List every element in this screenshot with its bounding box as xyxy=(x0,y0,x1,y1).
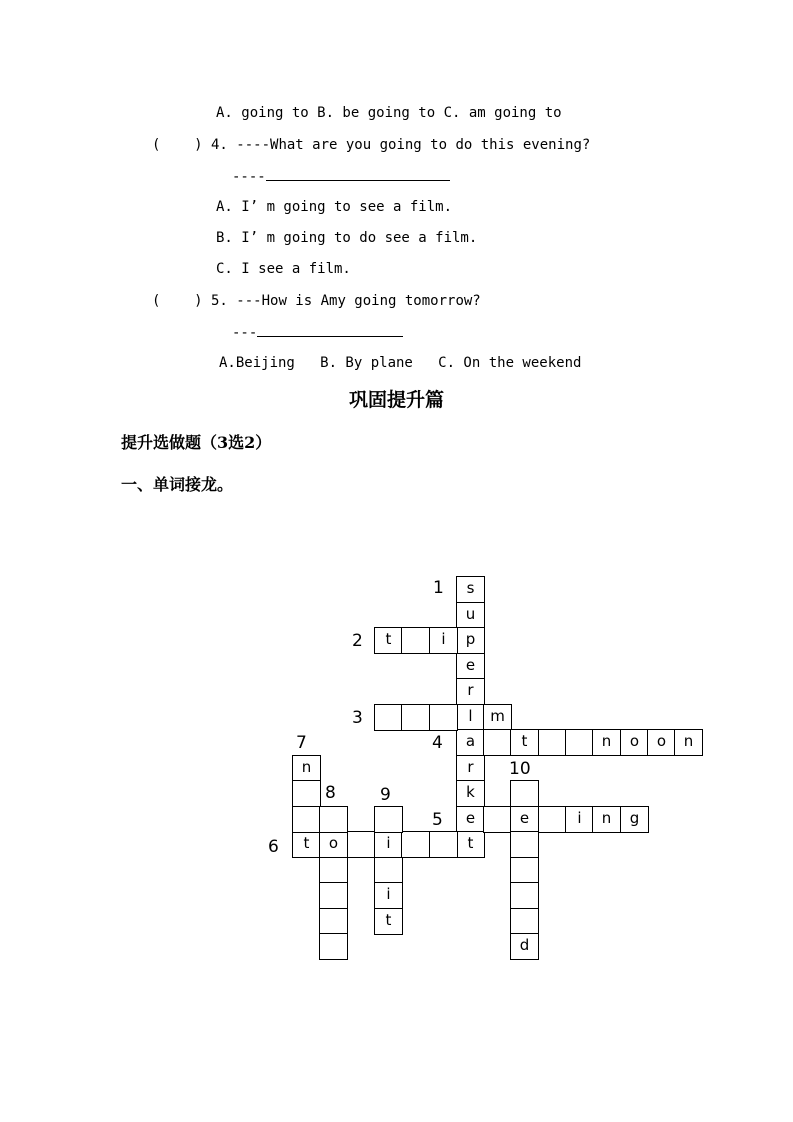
clue-number-4: 4 xyxy=(432,733,443,753)
q4-option-b: B. I’ m going to do see a film. xyxy=(216,230,478,246)
crossword-cell-empty[interactable] xyxy=(319,857,348,884)
crossword-cell-filled: r xyxy=(456,678,485,705)
crossword-cell-filled: g xyxy=(620,806,649,833)
clue-number-1: 1 xyxy=(433,578,444,598)
crossword-cell-empty[interactable] xyxy=(510,857,539,884)
clue-number-2: 2 xyxy=(352,631,363,651)
crossword-cell-filled: o xyxy=(647,729,676,756)
crossword-cell-filled: e xyxy=(510,806,539,833)
crossword-cell-empty[interactable] xyxy=(538,806,567,833)
crossword-cell-empty[interactable] xyxy=(429,831,458,858)
crossword-cell-empty[interactable] xyxy=(401,627,430,654)
crossword-cell-empty[interactable] xyxy=(429,704,458,731)
clue-number-5: 5 xyxy=(432,810,443,830)
q4-answer-blank[interactable] xyxy=(266,166,450,181)
crossword-cell-filled: i xyxy=(429,627,458,654)
crossword-cell-filled: m xyxy=(483,704,512,731)
crossword-cell-filled: o xyxy=(620,729,649,756)
crossword-cell-empty[interactable] xyxy=(292,780,321,807)
crossword-cell-empty[interactable] xyxy=(538,729,567,756)
crossword-cell-filled: t xyxy=(510,729,539,756)
crossword-cell-empty[interactable] xyxy=(483,806,512,833)
clue-number-3: 3 xyxy=(352,708,363,728)
crossword-cell-filled: p xyxy=(456,627,485,654)
crossword-cell-empty[interactable] xyxy=(565,729,594,756)
q5-answer-blank[interactable] xyxy=(257,322,403,337)
crossword-cell-filled: r xyxy=(456,755,485,782)
crossword-cell-empty[interactable] xyxy=(374,857,403,884)
crossword-cell-empty[interactable] xyxy=(483,729,512,756)
crossword-cell-empty[interactable] xyxy=(510,908,539,935)
crossword-cell-filled: n xyxy=(674,729,703,756)
clue-number-6: 6 xyxy=(268,837,279,857)
crossword-cell-filled: i xyxy=(374,882,403,909)
q4-text: ----What are you going to do this evening? xyxy=(236,137,591,153)
q4-option-a: A. I’ m going to see a film. xyxy=(216,199,453,215)
clue-number-9: 9 xyxy=(380,785,391,805)
crossword-cell-filled: a xyxy=(456,729,485,756)
crossword-cell-filled: d xyxy=(510,933,539,960)
question-4 xyxy=(152,136,590,154)
crossword-cell-empty[interactable] xyxy=(401,704,430,731)
crossword-cell-empty[interactable] xyxy=(292,806,321,833)
crossword-cell-filled: e xyxy=(456,806,485,833)
crossword-cell-filled: e xyxy=(456,653,485,680)
crossword-cell-filled: l xyxy=(456,704,485,731)
q5-answer-paren[interactable]: ( ) 5. xyxy=(152,293,237,309)
q4-answer-line xyxy=(232,166,450,186)
crossword-cell-filled: i xyxy=(565,806,594,833)
section-title: 巩固提升篇 xyxy=(348,389,444,411)
clue-number-7: 7 xyxy=(296,733,307,753)
crossword-cell-filled: o xyxy=(319,831,348,858)
crossword-cell-filled: n xyxy=(292,755,321,782)
q4-answer-paren[interactable]: ( ) 4. xyxy=(152,137,237,153)
q5-answer-prefix: --- xyxy=(232,325,258,341)
crossword-cell-filled: k xyxy=(456,780,485,807)
crossword-cell-empty[interactable] xyxy=(510,882,539,909)
crossword-cell-empty[interactable] xyxy=(319,806,348,833)
crossword-cell-empty[interactable] xyxy=(319,908,348,935)
crossword-cell-empty[interactable] xyxy=(374,704,403,731)
exercise-heading: 一、单词接龙。 xyxy=(121,475,234,494)
q5-text: ---How is Amy going tomorrow? xyxy=(236,293,481,309)
crossword-cell-empty[interactable] xyxy=(319,933,348,960)
clue-number-8: 8 xyxy=(325,783,336,803)
crossword-cell-filled: i xyxy=(374,831,403,858)
crossword-cell-filled: n xyxy=(592,806,621,833)
clue-number-10: 10 xyxy=(509,759,531,779)
crossword-cell-empty[interactable] xyxy=(510,831,539,858)
q4-answer-prefix: ---- xyxy=(232,169,266,185)
crossword-cell-filled: s xyxy=(456,576,485,603)
q5-options: A.Beijing B. By plane C. On the weekend xyxy=(219,355,582,371)
crossword-cell-filled: n xyxy=(592,729,621,756)
crossword-cell-filled: t xyxy=(292,831,321,858)
subheading: 提升选做题（3选2） xyxy=(121,433,272,452)
crossword-cell-empty[interactable] xyxy=(510,780,539,807)
q5-answer-line xyxy=(232,322,403,342)
question-5 xyxy=(152,292,481,310)
crossword-cell-filled: t xyxy=(374,627,403,654)
crossword-cell-filled: t xyxy=(456,831,485,858)
crossword-cell-filled: t xyxy=(374,908,403,935)
crossword-cell-empty[interactable] xyxy=(401,831,430,858)
crossword-cell-empty[interactable] xyxy=(319,882,348,909)
crossword-cell-empty[interactable] xyxy=(347,831,376,858)
q3-options: A. going to B. be going to C. am going to xyxy=(216,105,562,121)
crossword-cell-empty[interactable] xyxy=(374,806,403,833)
q4-option-c: C. I see a film. xyxy=(216,261,351,277)
crossword-cell-filled: u xyxy=(456,602,485,629)
